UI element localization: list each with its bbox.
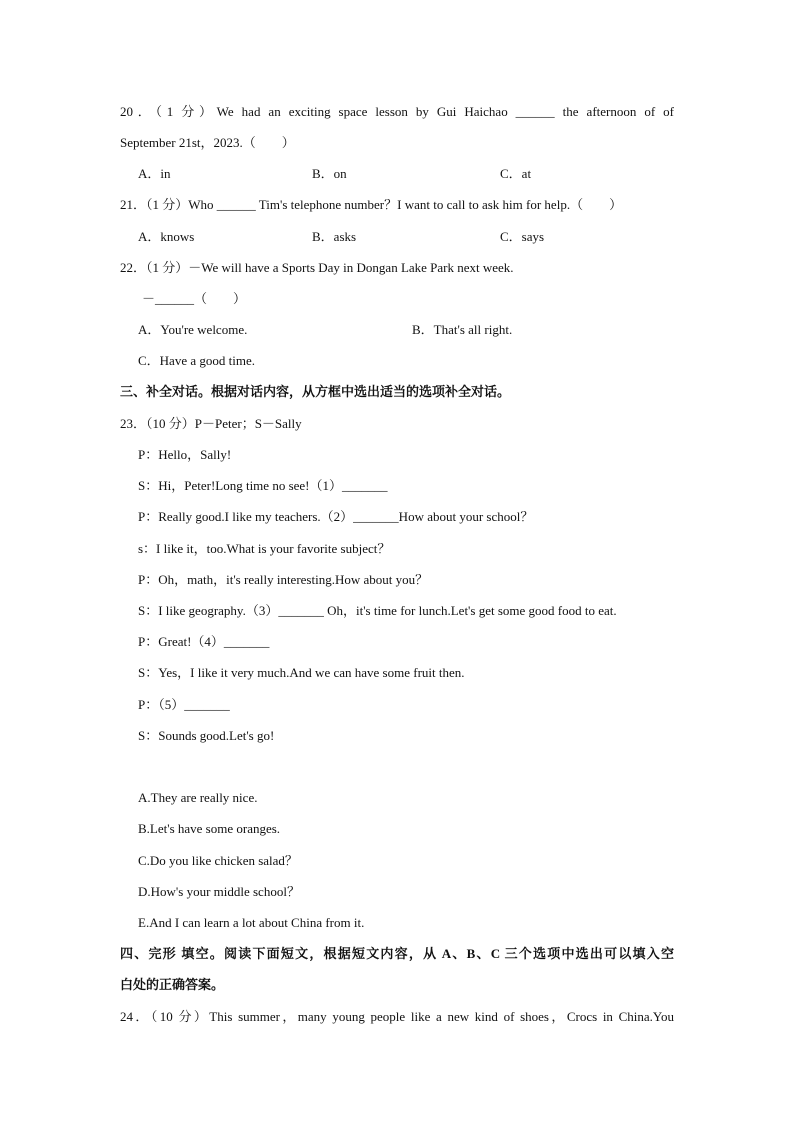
q22-option-b: B．That's all right. xyxy=(412,322,513,337)
dialogue-line: P：（5）_______ xyxy=(138,697,230,712)
dialogue-line: S：Hi，Peter!Long time no see!（1）_______ xyxy=(138,478,388,493)
q22-option-c: C．Have a good time. xyxy=(138,353,255,368)
answer-choice: A.They are really nice. xyxy=(138,790,258,805)
answer-choice: D.How's your middle school？ xyxy=(138,884,300,899)
dialogue-line: P：Great!（4）_______ xyxy=(138,634,270,649)
dialogue-line: S：Yes，I like it very much.And we can have some fruit then. xyxy=(138,665,465,680)
q24-stem-line1: 24．（10 分）This summer，many young people like a new kind of shoes，Crocs in China.You xyxy=(120,1009,674,1024)
q21-option-b: B．asks xyxy=(312,229,357,244)
q22-stem-line2: －______（ ） xyxy=(142,291,247,306)
q21-option-a: A．knows xyxy=(138,229,195,244)
q21-stem: 21．（1 分）Who ______ Tim's telephone number？I want to call to ask him for help.（ ） xyxy=(120,197,623,212)
answer-choice: E.And I can learn a lot about China from it. xyxy=(138,915,365,930)
dialogue-line: P：Oh，math，it's really interesting.How about you？ xyxy=(138,572,429,587)
section-3-heading: 三、补全对话。根据对话内容，从方框中选出适当的选项补全对话。 xyxy=(120,384,511,399)
q23-title: 23．（10 分）P－Peter；S－Sally xyxy=(120,416,302,431)
answer-choice: C.Do you like chicken salad？ xyxy=(138,853,298,868)
dialogue-line: P：Really good.I like my teachers.（2）_______How about your school？ xyxy=(138,509,534,524)
q20-stem-line1: 20．（1 分）We had an exciting space lesson by Gui Haichao ______ the afternoon of of xyxy=(120,104,674,119)
q20-option-a: A．in xyxy=(138,166,171,181)
dialogue-line: P：Hello，Sally! xyxy=(138,447,232,462)
q20-stem-line2: September 21st，2023.（ ） xyxy=(120,135,295,150)
q22-stem-line1: 22．（1 分）－We will have a Sports Day in Dongan Lake Park next week. xyxy=(120,260,514,275)
q22-option-a: A．You're welcome. xyxy=(138,322,248,337)
q21-option-c: C．says xyxy=(500,229,545,244)
section-4-heading-line1: 四、完形 填空。阅读下面短文，根据短文内容，从 A、B、C 三个选项中选出可以填入空 xyxy=(120,946,674,961)
q20-option-c: C．at xyxy=(500,166,532,181)
dialogue-line: S：I like geography.（3）_______ Oh，it's time for lunch.Let's get some good food to eat. xyxy=(138,603,617,618)
q20-option-b: B．on xyxy=(312,166,347,181)
answer-choice: B.Let's have some oranges. xyxy=(138,821,281,836)
section-4-heading-line2: 白处的正确答案。 xyxy=(120,977,225,992)
dialogue-line: s：I like it，too.What is your favorite subject？ xyxy=(138,541,391,556)
dialogue-line: S：Sounds good.Let's go! xyxy=(138,728,275,743)
